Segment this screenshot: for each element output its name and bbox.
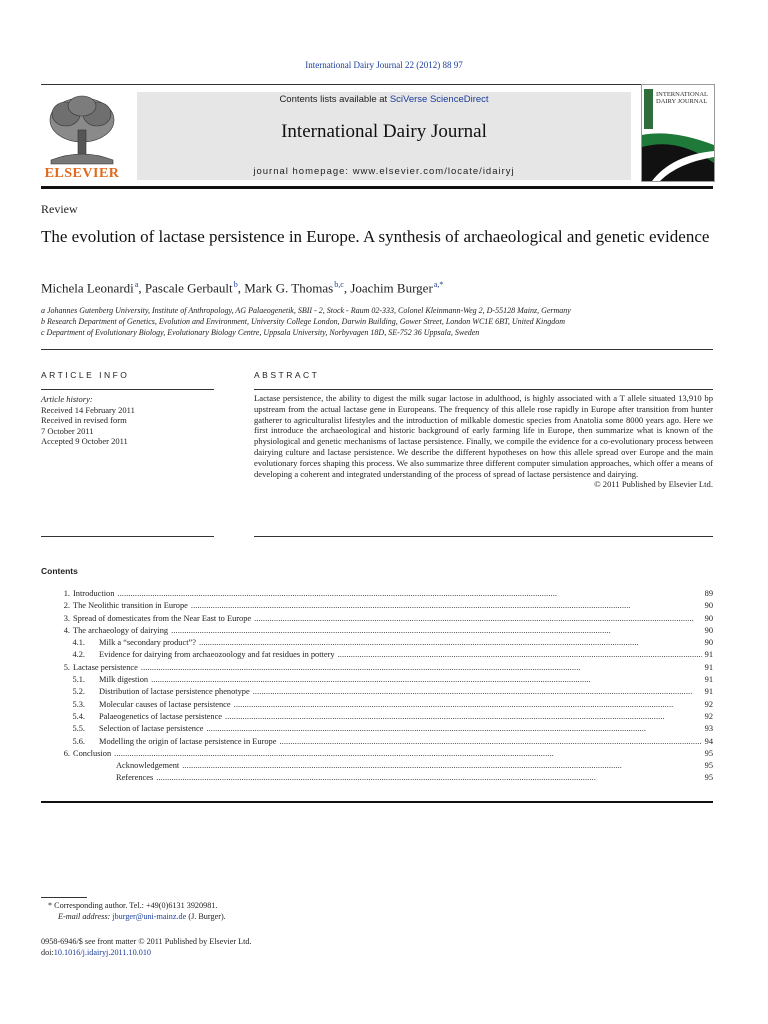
- toc-entry-number: 5.2.: [72, 687, 85, 697]
- toc-leader-dots: [338, 649, 702, 661]
- doi-line: [41, 948, 151, 957]
- toc-leader-dots: [156, 772, 701, 784]
- toc-entry-number: 4.1.: [72, 638, 85, 648]
- author-affiliation-mark[interactable]: a,*: [433, 280, 444, 289]
- toc-entry-label[interactable]: Conclusion: [73, 748, 112, 758]
- toc-entry-label[interactable]: Distribution of lactase persistence phenotype: [99, 687, 250, 697]
- journal-homepage[interactable]: journal homepage: www.elsevier.com/locate/idairyj: [253, 166, 515, 177]
- toc-entry-page[interactable]: 95: [704, 748, 713, 758]
- toc-entry-number: 2.: [63, 601, 70, 611]
- toc-leader-dots: [206, 723, 701, 735]
- toc-entry-page[interactable]: 91: [704, 650, 713, 660]
- author-name[interactable]: Pascale Gerbault: [144, 280, 233, 296]
- toc-leader-dots: [151, 674, 702, 686]
- toc-entry-number: 4.2.: [72, 650, 85, 660]
- article-info-rule: [41, 389, 214, 390]
- toc-entry-page[interactable]: 91: [704, 675, 713, 685]
- toc-entry-page[interactable]: 95: [704, 761, 713, 771]
- toc-entry-number: 5.5.: [72, 724, 85, 734]
- abstract-rule: [254, 389, 713, 390]
- toc-leader-dots: [225, 711, 702, 723]
- toc-leader-dots: [114, 748, 701, 760]
- toc-entry[interactable]: [41, 600, 713, 612]
- toc-leader-dots: [191, 600, 702, 612]
- author-name[interactable]: Michela Leonardi: [41, 280, 134, 296]
- toc-entry-page[interactable]: 90: [704, 601, 713, 611]
- toc-entry[interactable]: [41, 699, 713, 711]
- article-history: [41, 394, 135, 447]
- author-list: Michela Leonardi $^a$, Pascale Gerbault $^b$, Mark G. Thomas $^{b,c}$, Joachim Burger $^{a,*}$: [41, 280, 444, 296]
- toc-entry-number: [41, 772, 70, 784]
- affiliation: b Research Department of Genetics, Evolution and Environment, University College London, Darwin Building, Gower Street, London WC1E 6BT, United Kingdom: [41, 317, 566, 326]
- toc-entry[interactable]: [41, 760, 713, 772]
- toc-leader-dots: [141, 662, 702, 674]
- toc-leader-dots: [253, 686, 702, 698]
- toc-entry[interactable]: [41, 613, 713, 625]
- toc-entry-number: 5.4.: [72, 711, 85, 721]
- toc-entry-page[interactable]: 92: [704, 711, 713, 721]
- toc-entry-number: 5.1.: [72, 675, 85, 685]
- contents-availability-text: Contents lists available at: [279, 94, 390, 105]
- toc-entry-number: 5.6.: [72, 736, 85, 746]
- author-affiliation-mark[interactable]: b,c: [334, 280, 344, 289]
- toc-entry-number: 6.: [63, 748, 70, 758]
- article-info-heading: ARTICLE INFO: [41, 370, 130, 380]
- toc-entry-page[interactable]: 90: [704, 625, 713, 635]
- toc-entry-page[interactable]: 93: [704, 724, 713, 734]
- toc-entry-page[interactable]: 91: [704, 687, 713, 697]
- article-title: The evolution of lactase persistence in Europe. A synthesis of archaeological and genetic evidence: [41, 227, 710, 246]
- contents-bottom-rule: [41, 801, 713, 803]
- toc-entry-label[interactable]: Palaeogenetics of lactase persistence: [99, 711, 223, 721]
- email-note: [58, 912, 226, 921]
- toc-entry-number: 5.3.: [72, 699, 85, 709]
- toc-entry-label[interactable]: Modelling the origin of lactase persistence in Europe: [99, 736, 277, 746]
- toc-entry-number: [41, 760, 70, 772]
- toc-leader-dots: [234, 699, 702, 711]
- abstract-copyright: © 2011 Published by Elsevier Ltd.: [594, 479, 713, 490]
- toc-entry[interactable]: [41, 588, 713, 600]
- footnote-rule: [41, 897, 87, 898]
- toc-entry-page[interactable]: 91: [704, 662, 713, 672]
- toc-entry[interactable]: [41, 748, 713, 760]
- journal-title: International Dairy Journal: [281, 121, 487, 142]
- toc-leader-dots: [279, 736, 701, 748]
- toc-entry[interactable]: [41, 686, 713, 698]
- toc-entry-page[interactable]: 89: [704, 589, 713, 598]
- affiliation: a Johannes Gutenberg University, Institute of Anthropology, AG Palaeogenetik, SBII - 2, Stock - Raum 02-333, Colonel Kleinmann-Weg 2, D-55128 Mainz, Germany: [41, 306, 571, 315]
- toc-entry[interactable]: [41, 625, 713, 637]
- header-top-rule: [41, 84, 713, 85]
- doi-label: doi:: [41, 948, 54, 957]
- table-of-contents: [41, 588, 713, 785]
- journal-cover[interactable]: [641, 84, 715, 182]
- toc-leader-dots: [182, 760, 701, 772]
- toc-entry[interactable]: [41, 711, 713, 723]
- article-history-line: Received in revised form: [41, 415, 127, 425]
- toc-entry-page[interactable]: 95: [704, 773, 713, 783]
- toc-entry-label[interactable]: The archaeology of dairying: [73, 625, 169, 635]
- cover-title: INTERNATIONAL DAIRY JOURNAL: [656, 91, 708, 105]
- article-type: Review: [41, 202, 78, 216]
- toc-entry-page[interactable]: 92: [704, 699, 713, 709]
- author-name[interactable]: Joachim Burger: [350, 280, 433, 296]
- toc-entry-label[interactable]: Milk digestion: [99, 675, 149, 685]
- toc-entry[interactable]: [41, 662, 713, 674]
- contents-availability: [137, 94, 631, 105]
- article-history-line: 7 October 2011: [41, 425, 94, 436]
- email-link[interactable]: jburger@uni-mainz.de: [112, 912, 187, 921]
- toc-entry-label[interactable]: Milk a “secondary product”?: [99, 638, 196, 648]
- toc-leader-dots: [254, 613, 701, 625]
- affiliation: c Department of Evolutionary Biology, Evolutionary Biology Centre, Uppsala University, Norbyvagen 18D, SE-752 36 Uppsala, Sweden: [41, 328, 480, 337]
- toc-leader-dots: [199, 637, 702, 649]
- toc-entry-label[interactable]: Selection of lactase persistence: [99, 724, 204, 734]
- toc-entry-number: 3.: [63, 613, 70, 623]
- toc-entry-label[interactable]: Introduction: [73, 589, 115, 598]
- contents-heading: Contents: [41, 566, 78, 576]
- author-name[interactable]: Mark G. Thomas: [244, 280, 334, 296]
- toc-entry[interactable]: [41, 674, 713, 686]
- toc-entry-number: 5.: [63, 662, 70, 672]
- email-suffix: (J. Burger).: [186, 912, 226, 921]
- toc-entry-label[interactable]: Evidence for dairying from archaeozoology and fat residues in pottery: [99, 650, 335, 660]
- toc-entry-page[interactable]: 90: [704, 613, 713, 623]
- toc-entry-label[interactable]: Lactase persistence: [73, 662, 138, 672]
- toc-entry-label[interactable]: References: [116, 773, 154, 783]
- article-history-label: Article history:: [41, 394, 93, 404]
- abstract-bottom-rule: [254, 536, 713, 537]
- toc-entry[interactable]: [41, 736, 713, 748]
- toc-entry[interactable]: [41, 649, 713, 661]
- toc-entry[interactable]: [41, 772, 713, 784]
- header-bottom-rule: [41, 186, 713, 189]
- toc-leader-dots: [171, 625, 702, 637]
- email-label: E-mail address:: [58, 912, 111, 921]
- abstract-heading: ABSTRACT: [254, 370, 320, 380]
- toc-entry-label[interactable]: Spread of domesticates from the Near East to Europe: [73, 613, 252, 623]
- toc-entry-number: 1.: [63, 589, 70, 598]
- journal-reference[interactable]: International Dairy Journal 22 (2012) 88 97: [305, 60, 463, 70]
- sciencedirect-link[interactable]: SciVerse ScienceDirect: [389, 94, 489, 105]
- abstract-text: Lactase persistence, the ability to digest the milk sugar lactose in adulthood, is highly associated with a T allele situated 13,910 bp upstream from the actual lactase gene in Europeans. The frequency of this allele rose rapidly in Europe after transition from hunter gatherer to agriculturalist lifestyles and the introduction of milkable domestic species from Anatolia some 8000 years ago. Here we first introduce the archaeological and historic background of early farming life in Europe, then summarize what is known of the physiological and genetic mechanisms of lactase persistence. Finally, we compile the evidence for a co-evolutionary process between dairying culture and lactase persistence. We describe the different hypotheses on how this allele spread over Europe and the main evolutionary forces shaping this process. We also summarize three different computer simulation approaches, which offer a means of developing a coherent and integrated understanding of the process of spread of lactase persistence and dairying.: [254, 393, 713, 479]
- author-affiliation-mark[interactable]: b: [233, 280, 238, 289]
- toc-entry[interactable]: [41, 637, 713, 649]
- toc-entry-label[interactable]: Acknowledgement: [116, 761, 180, 771]
- toc-leader-dots: [117, 588, 701, 600]
- author-affiliation-mark[interactable]: a: [134, 280, 139, 289]
- article-history-line: Accepted 9 October 2011: [41, 436, 128, 446]
- toc-entry-page[interactable]: 90: [704, 638, 713, 648]
- article-info-bottom-rule: [41, 536, 214, 537]
- section-rule: [41, 349, 713, 350]
- toc-entry-page[interactable]: 94: [704, 736, 713, 746]
- toc-entry-label[interactable]: Molecular causes of lactase persistence: [99, 699, 231, 709]
- corresponding-author-note: * Corresponding author. Tel.: +49(0)6131 3920981.: [48, 901, 218, 910]
- article-history-line: Received 14 February 2011: [41, 404, 135, 415]
- abstract-body: [254, 393, 713, 490]
- doi-link[interactable]: 10.1016/j.idairyj.2011.10.010: [53, 948, 152, 957]
- toc-entry-number: 4.: [63, 625, 70, 635]
- elsevier-wordmark[interactable]: ELSEVIER: [44, 166, 120, 181]
- toc-entry[interactable]: [41, 723, 713, 735]
- issn-line: 0958-6946/$ see front matter © 2011 Published by Elsevier Ltd.: [41, 937, 252, 946]
- toc-entry-label[interactable]: The Neolithic transition in Europe: [73, 601, 188, 611]
